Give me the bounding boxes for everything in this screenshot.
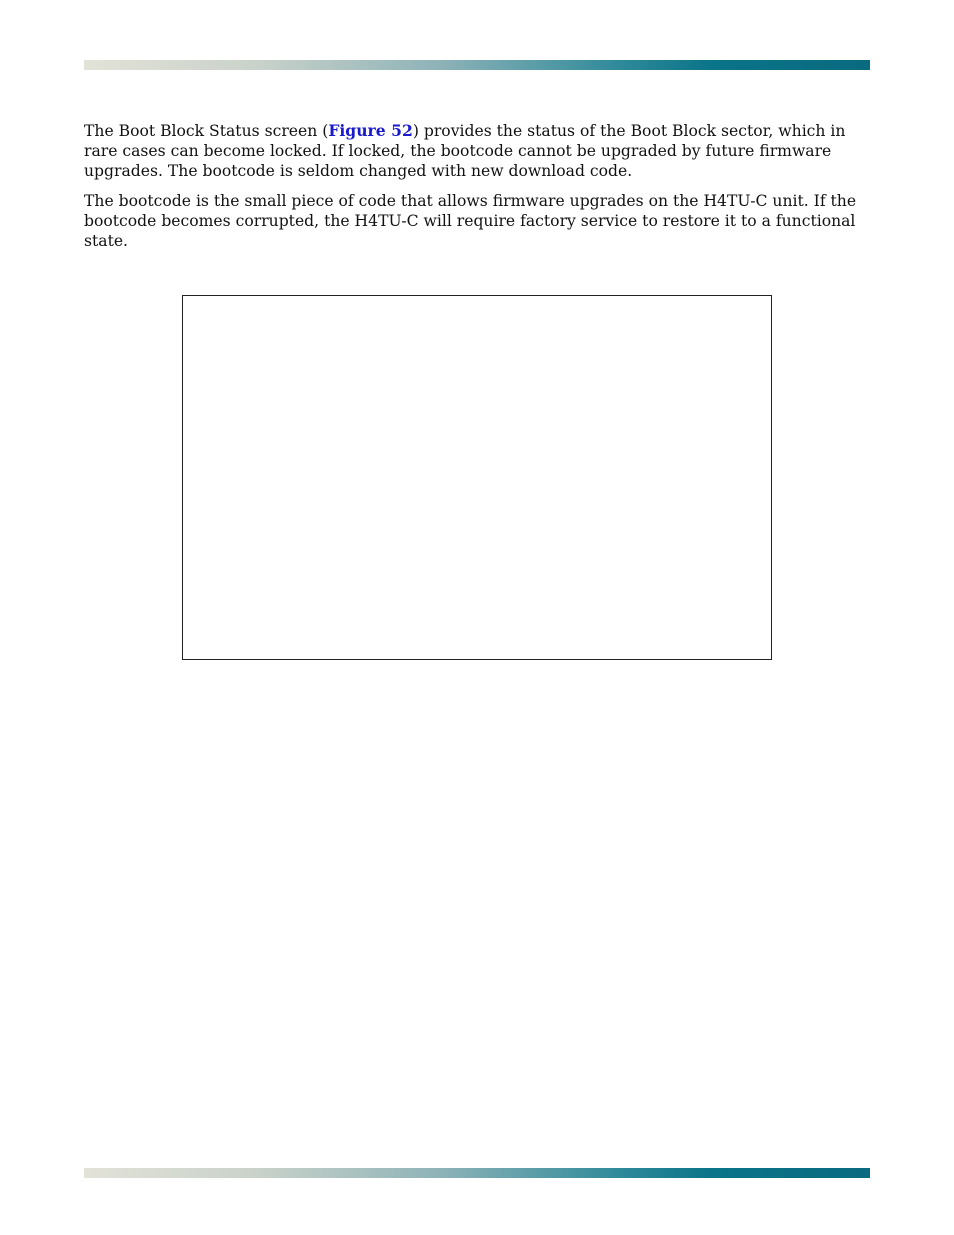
figure-52-frame (182, 295, 772, 660)
paragraph-boot-block-status (84, 121, 870, 181)
paragraph1-text-end: ) provides the status of the Boot Block sector, which in rare cases can become locked. If locked, the bootcode cannot be upgraded by future firmware upgrades. The bootcode is seldom changed with new download code. (84, 122, 846, 180)
footer-rule (84, 1168, 870, 1178)
paragraph1-text-start: The Boot Block Status screen ( (84, 122, 329, 140)
paragraph-bootcode: The bootcode is the small piece of code that allows firmware upgrades on the H4TU-C unit. If the bootcode becomes corrupted, the H4TU-C will require factory service to restore it to a functional state. (84, 192, 857, 250)
document-body (84, 121, 870, 261)
header-rule (84, 60, 870, 70)
figure-52-link[interactable]: Figure 52 (328, 121, 413, 140)
